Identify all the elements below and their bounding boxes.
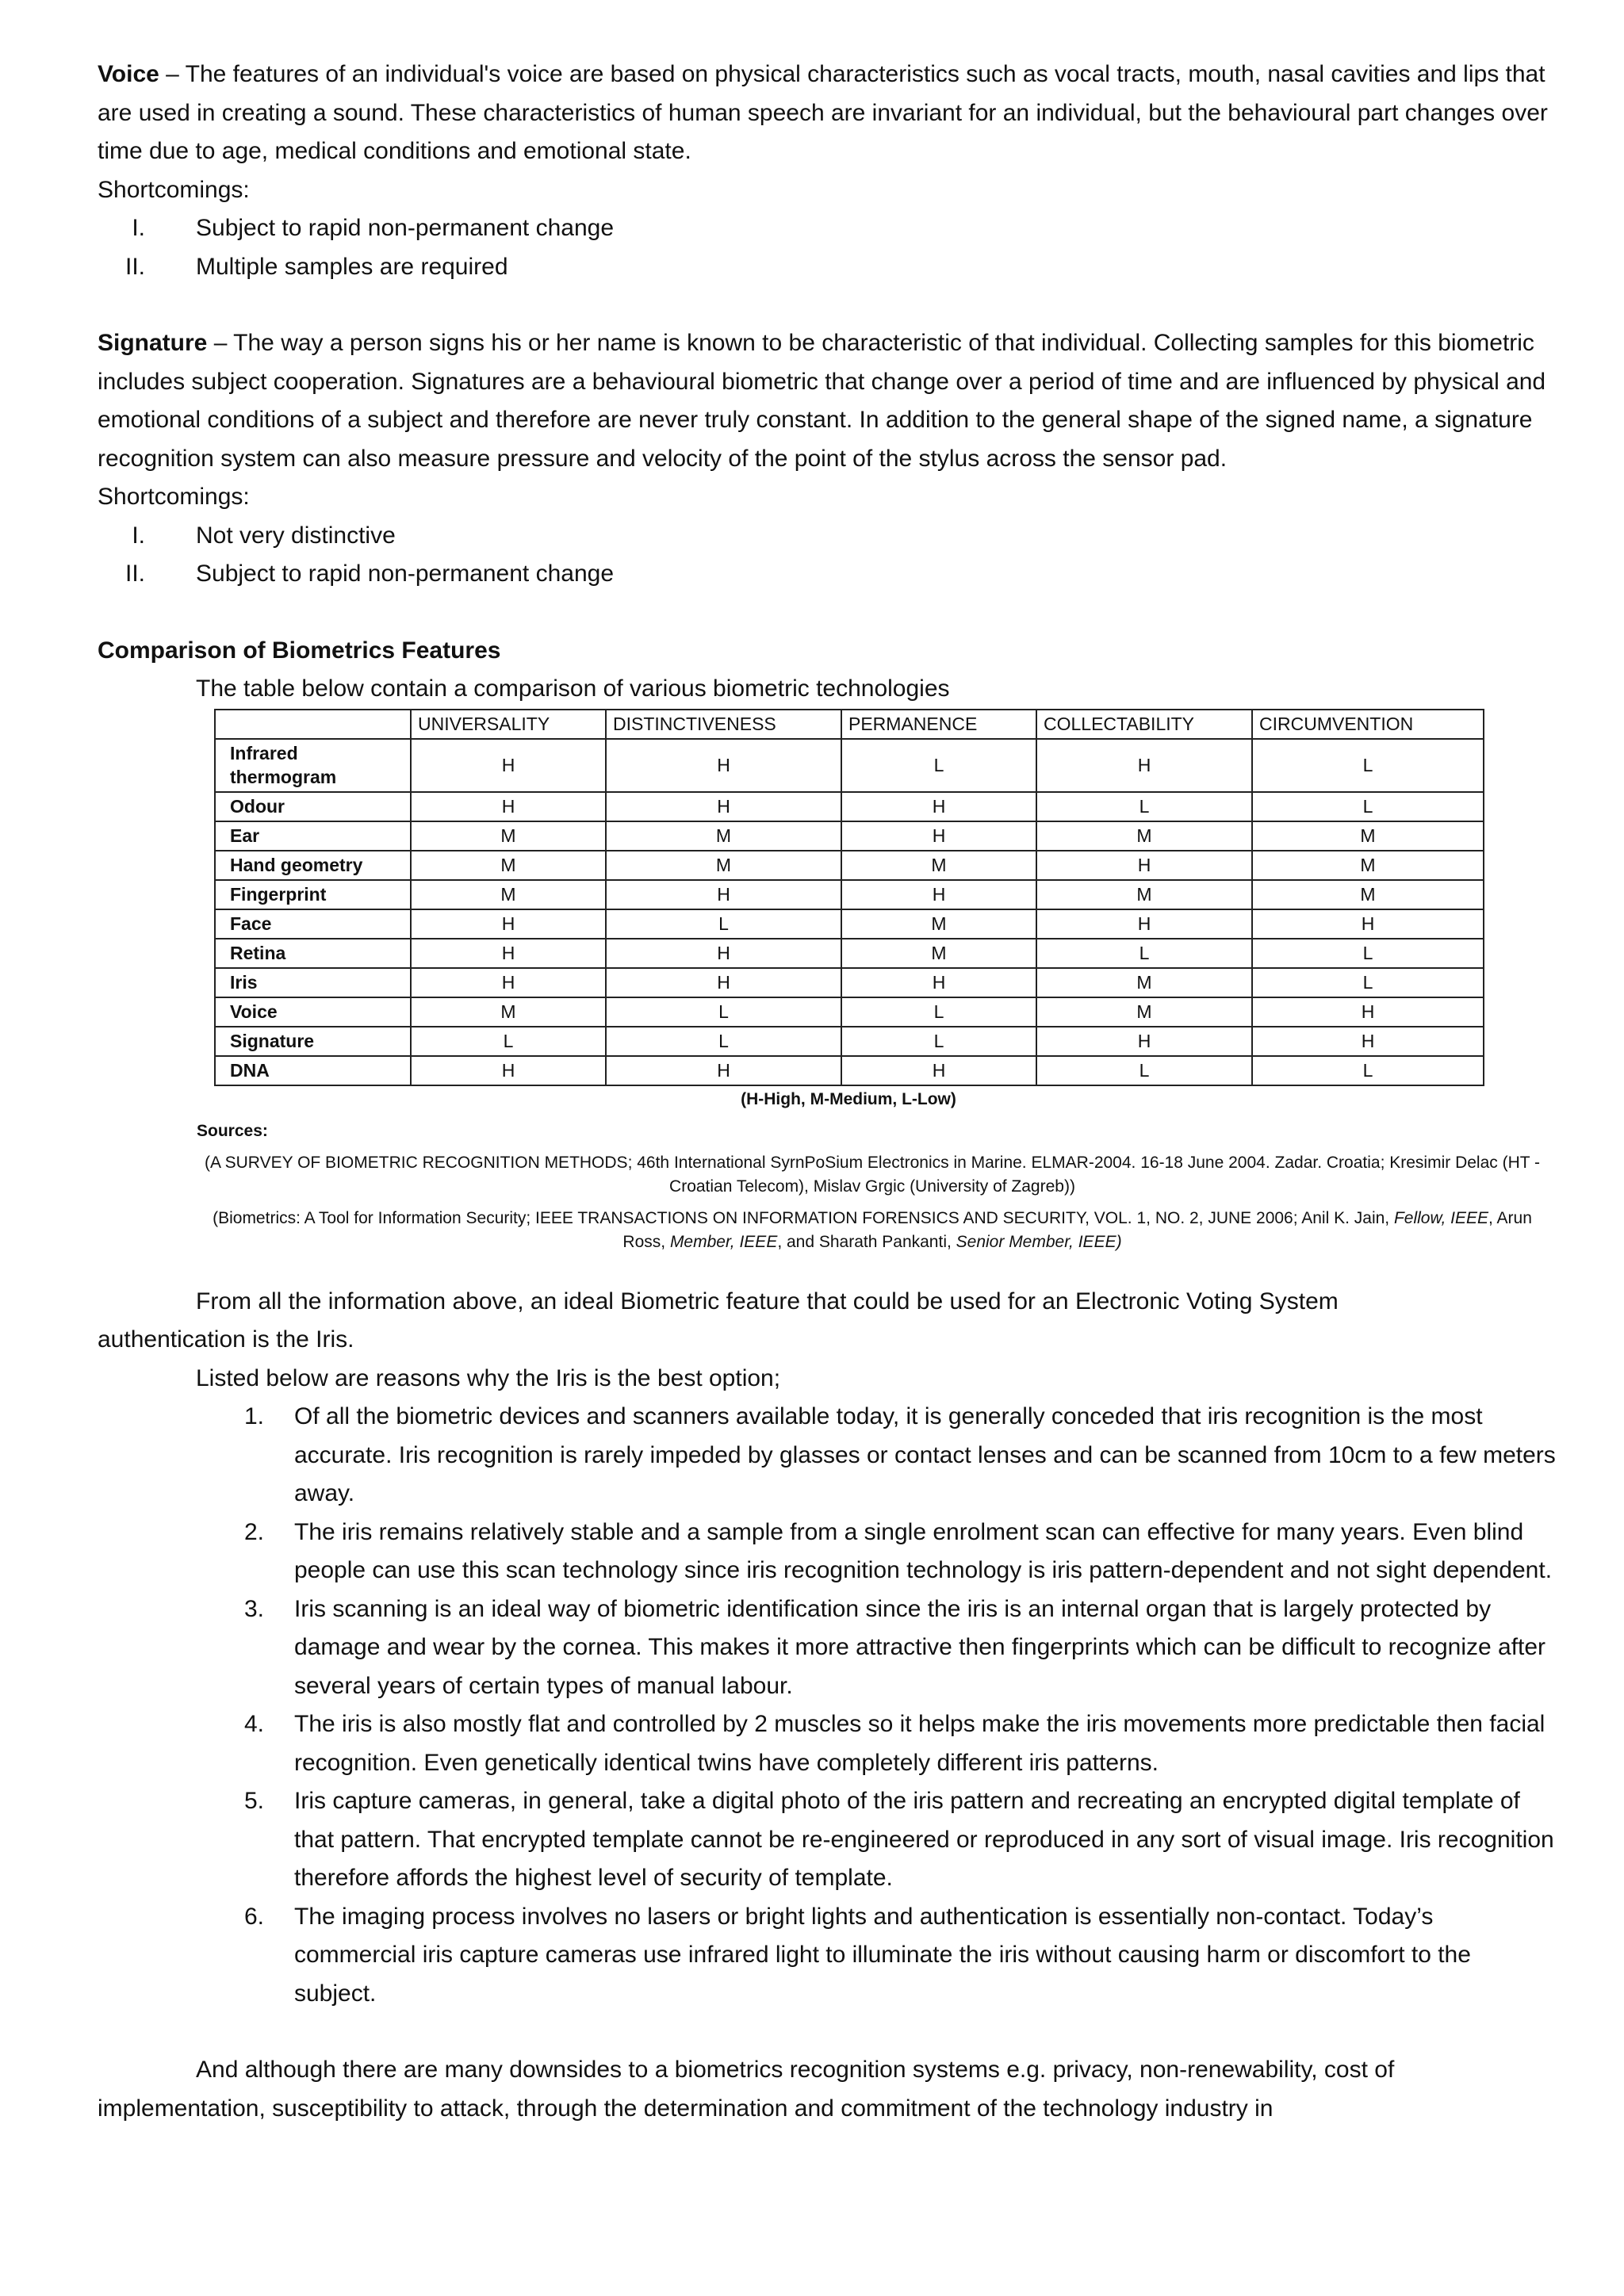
reasons-intro: Listed below are reasons why the Iris is the best option; [196, 1364, 781, 1391]
sources-label: Sources: [197, 1121, 268, 1140]
table-row [215, 909, 1484, 939]
list-item [98, 248, 1557, 287]
citation-text: Senior Member, IEEE) [956, 1232, 1122, 1251]
list-item-text: Not very distinctive [196, 522, 396, 549]
table-row [215, 997, 1484, 1027]
list-marker: II. [124, 253, 145, 280]
table-cell: H [1036, 851, 1252, 880]
citation-text: , Arun Ross, [622, 1208, 1532, 1251]
spacer [98, 2013, 1557, 2051]
row-header: Fingerprint [215, 880, 411, 909]
table-row [215, 851, 1484, 880]
table-cell: M [411, 880, 606, 909]
list-item-text: Multiple samples are required [196, 253, 508, 280]
table-legend: (H-High, M-Medium, L-Low) [741, 1089, 956, 1108]
table-cell: L [1252, 968, 1484, 997]
table-cell: M [606, 821, 841, 851]
list-item [98, 517, 1557, 556]
table-row [215, 739, 1484, 792]
spacer [98, 594, 1557, 632]
column-header: CIRCUMVENTION [1252, 710, 1484, 739]
table-cell: L [841, 739, 1036, 792]
table-cell: M [411, 997, 606, 1027]
voice-shortcomings-list [98, 209, 1557, 286]
table-cell: H [1252, 1027, 1484, 1056]
row-header: Odour [215, 792, 411, 821]
column-header: UNIVERSALITY [411, 710, 606, 739]
list-item [98, 1590, 1557, 1706]
list-marker: 3. [243, 1595, 264, 1622]
spacer [98, 1254, 1557, 1283]
list-item-text: The iris is also mostly flat and controlled by 2 muscles so it helps make the iris movements more predictable then facial recognition. Even genetically identical twins have completely different iris patterns. [294, 1711, 1545, 1776]
conclusion-paragraph-end: authentication is the Iris. [98, 1326, 354, 1353]
table-cell: L [1036, 792, 1252, 821]
table-cell: H [606, 939, 841, 968]
table-cell: H [1036, 739, 1252, 792]
row-header: Signature [215, 1027, 411, 1056]
list-item-text: The iris remains relatively stable and a sample from a single enrolment scan can effective for many years. Even blind people can use this scan technology since iris recognition technology is iris pattern-dependent and not sight dependent. [294, 1518, 1553, 1583]
table-cell: H [606, 739, 841, 792]
list-marker: 1. [243, 1403, 264, 1429]
table-cell: L [1252, 739, 1484, 792]
table-cell: L [1036, 939, 1252, 968]
list-marker: 6. [243, 1903, 264, 1930]
table-cell: H [1036, 1027, 1252, 1056]
table-cell: M [1252, 821, 1484, 851]
row-header: DNA [215, 1056, 411, 1085]
table-cell: L [411, 1027, 606, 1056]
list-item [98, 1782, 1557, 1898]
table-cell: M [841, 939, 1036, 968]
list-item-text: Iris capture cameras, in general, take a digital photo of the iris pattern and recreating an encrypted digital template of that pattern. That encrypted template cannot be re-engineered or reproduced in any sort of visual image. Iris recognition therefore affords the highest level of security of template. [294, 1788, 1554, 1891]
row-header: Face [215, 909, 411, 939]
list-marker: II. [124, 561, 145, 587]
table-cell: H [411, 939, 606, 968]
spacer [98, 286, 1557, 324]
table-cell: H [411, 1056, 606, 1085]
table-row [215, 821, 1484, 851]
voice-text: – The features of an individual's voice are based on physical characteristics such as vocal tracts, mouth, nasal cavities and lips that are used in creating a sound. These characteristics of human speech are invariant for an individual, but the behavioural part changes over time due to age, medical conditions and emotional state. [98, 61, 1548, 164]
column-header: PERMANENCE [841, 710, 1036, 739]
table-cell: H [841, 792, 1036, 821]
table-cell: L [606, 1027, 841, 1056]
list-marker: I. [132, 215, 145, 241]
table-cell: H [411, 909, 606, 939]
list-marker: 2. [243, 1518, 264, 1545]
list-marker: 5. [243, 1788, 264, 1814]
table-cell: M [411, 821, 606, 851]
table-cell: H [841, 1056, 1036, 1085]
table-cell: L [841, 997, 1036, 1027]
table-cell: H [1252, 997, 1484, 1027]
table-cell: M [1036, 997, 1252, 1027]
row-header: Iris [215, 968, 411, 997]
table-cell: H [1036, 909, 1252, 939]
closing-paragraph-start: And although there are many downsides to a biometrics recognition systems e.g. privacy, non-renewability, cost of [196, 2057, 1395, 2083]
list-item [98, 1705, 1557, 1782]
column-header: DISTINCTIVENESS [606, 710, 841, 739]
table-cell: M [1036, 821, 1252, 851]
table-intro: The table below contain a comparison of various biometric technologies [196, 675, 950, 702]
list-item [98, 1898, 1557, 2014]
citation-text: Fellow, IEEE [1393, 1208, 1489, 1227]
table-cell: M [1252, 880, 1484, 909]
table-cell: H [606, 1056, 841, 1085]
list-marker: 4. [243, 1711, 264, 1737]
table-cell: M [1252, 851, 1484, 880]
table-row [215, 1056, 1484, 1085]
list-item-text: The imaging process involves no lasers or bright lights and authentication is essentially non-contact. Today’s commercial iris capture cameras use infrared light to illuminate the iris without causing harm or discomfort to the subject. [294, 1903, 1471, 2007]
signature-shortcomings-list [98, 517, 1557, 594]
table-cell: M [1036, 880, 1252, 909]
signature-shortcomings-label: Shortcomings: [98, 484, 250, 510]
list-item-text: Subject to rapid non-permanent change [196, 215, 615, 241]
source-citation-1: (A SURVEY OF BIOMETRIC RECOGNITION METHODS; 46th International SyrnPoSium Electronics in Marine. ELMAR-2004. 16-18 June 2004. Zadar. Croatia; Kresimir Delac (HT - Croatian Telecom), Mislav Grgic (University of Zagreb)) [204, 1153, 1541, 1196]
citation-text: , and Sharath Pankanti, [777, 1232, 956, 1251]
closing-paragraph-end: implementation, susceptibility to attack, through the determination and commitment of the technology industry in [98, 2095, 1274, 2122]
row-header: Hand geometry [215, 851, 411, 880]
table-row [215, 939, 1484, 968]
section-title: Comparison of Biometrics Features [98, 637, 501, 664]
list-item-text: Iris scanning is an ideal way of biometric identification since the iris is an internal organ that is largely protected by damage and wear by the cornea. This makes it more attractive then fingerprints which can be difficult to recognize after several years of certain types of manual labour. [294, 1595, 1546, 1699]
voice-shortcomings-label: Shortcomings: [98, 176, 250, 203]
table-cell: H [606, 880, 841, 909]
row-header: Voice [215, 997, 411, 1027]
list-item-text: Subject to rapid non-permanent change [196, 561, 615, 587]
table-cell: L [606, 909, 841, 939]
row-header: Infrared thermogram [215, 739, 411, 792]
citation-text: (Biometrics: A Tool for Information Security; IEEE TRANSACTIONS ON INFORMATION FORENSICS AND SECURITY, VOL. 1, NO. 2, JUNE 2006; Anil K. Jain, [213, 1208, 1394, 1227]
table-cell: L [606, 997, 841, 1027]
table-cell: L [1252, 939, 1484, 968]
comparison-table-wrap [214, 709, 1483, 1112]
table-cell: H [606, 792, 841, 821]
table-cell: H [841, 821, 1036, 851]
list-item-text: Of all the biometric devices and scanners available today, it is generally conceded that iris recognition is the most accurate. Iris recognition is rarely impeded by glasses or contact lenses and can be scanned from 10cm to a few meters away. [294, 1403, 1556, 1506]
voice-paragraph [98, 55, 1557, 171]
row-header: Retina [215, 939, 411, 968]
table-cell: M [841, 909, 1036, 939]
signature-paragraph [98, 324, 1557, 478]
reasons-list [98, 1398, 1557, 2013]
table-cell: H [841, 968, 1036, 997]
table-cell: H [841, 880, 1036, 909]
table-cell: M [606, 851, 841, 880]
table-cell: M [1036, 968, 1252, 997]
conclusion-paragraph-start: From all the information above, an ideal Biometric feature that could be used for an Electronic Voting System [196, 1288, 1339, 1314]
column-header [215, 710, 411, 739]
table-cell: H [606, 968, 841, 997]
table-header-row [215, 710, 1484, 739]
table-row [215, 968, 1484, 997]
signature-text: – The way a person signs his or her name is known to be characteristic of that individual. Collecting samples for this biometric includes subject cooperation. Signatures are a behavioural biometric that change over a period of time and are influenced by physical and emotional conditions of a subject and therefore are never truly constant. In addition to the general shape of the signed name, a signature recognition system can also measure pressure and velocity of the point of the stylus across the sensor pad. [98, 330, 1546, 472]
table-cell: L [1252, 792, 1484, 821]
table-cell: M [411, 851, 606, 880]
table-cell: H [411, 968, 606, 997]
comparison-table [214, 709, 1484, 1086]
voice-term: Voice [98, 61, 159, 87]
table-cell: L [1036, 1056, 1252, 1085]
row-header: Ear [215, 821, 411, 851]
source-citation-2 [190, 1207, 1554, 1254]
table-row [215, 1027, 1484, 1056]
table-cell: H [411, 739, 606, 792]
list-item [98, 555, 1557, 594]
list-marker: I. [132, 522, 145, 549]
table-cell: L [841, 1027, 1036, 1056]
table-cell: H [411, 792, 606, 821]
table-cell: L [1252, 1056, 1484, 1085]
table-row [215, 792, 1484, 821]
list-item [98, 1513, 1557, 1590]
table-body [215, 739, 1484, 1085]
list-item [98, 209, 1557, 248]
list-item [98, 1398, 1557, 1513]
citation-text: Member, IEEE [669, 1232, 778, 1251]
table-row [215, 880, 1484, 909]
column-header: COLLECTABILITY [1036, 710, 1252, 739]
table-cell: H [1252, 909, 1484, 939]
signature-term: Signature [98, 330, 208, 356]
document-page [98, 55, 1557, 2128]
table-cell: M [841, 851, 1036, 880]
